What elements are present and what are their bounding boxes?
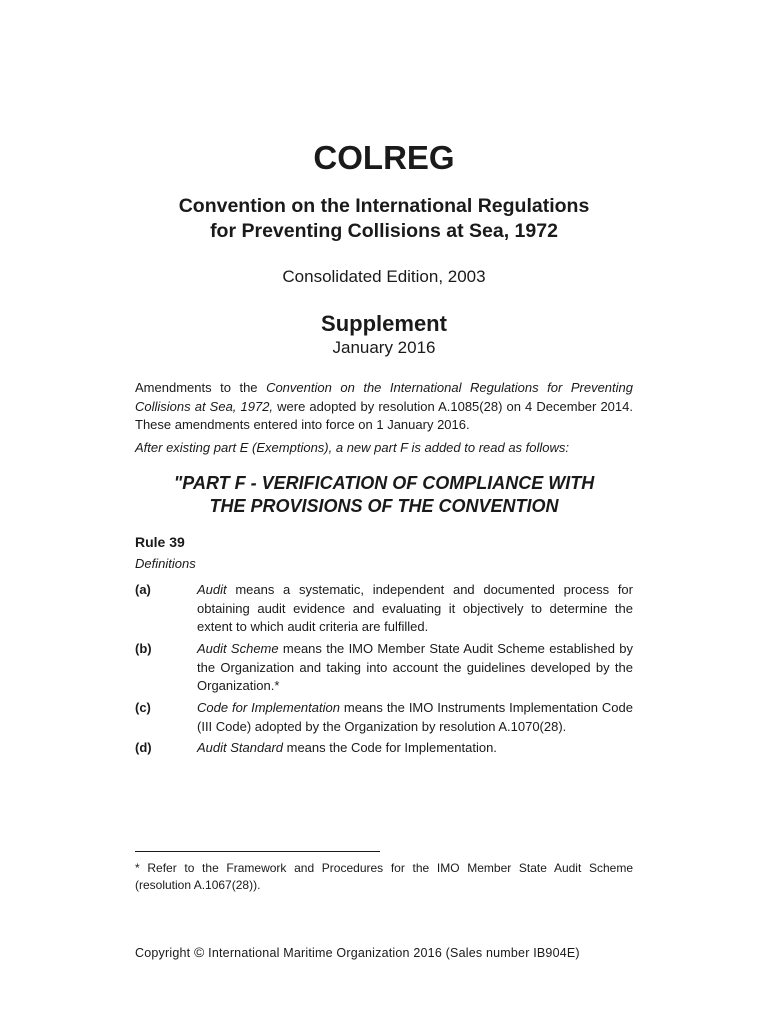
copyright-text: International Maritime Organization 2016 (Sales number IB904E)	[204, 946, 580, 960]
definition-text	[197, 640, 633, 696]
part-heading-line-1: "PART F - VERIFICATION OF COMPLIANCE WITH	[173, 473, 595, 493]
rule-subtitle: Definitions	[135, 556, 196, 571]
definition-label: (c)	[135, 700, 151, 715]
part-heading	[0, 472, 768, 518]
part-heading-line-2: THE PROVISIONS OF THE CONVENTION	[209, 496, 559, 516]
definition-term: Audit Scheme	[197, 641, 279, 656]
definition-text	[197, 739, 633, 758]
subtitle-line-1: Convention on the International Regulations	[178, 195, 590, 217]
intro-text-post: were adopted by resolution A.1085(28) on 4 December 2014. These amendments entered into force on 1 January 2016.	[135, 398, 633, 432]
definition-item	[135, 640, 633, 696]
supplement-heading: Supplement	[321, 311, 447, 336]
convention-name: Convention on the International Regulations for Preventing Collisions at Sea, 1972,	[135, 380, 633, 414]
footnote-divider	[135, 851, 380, 852]
definition-body: means the IMO Instruments Implementation Code (III Code) adopted by the Organization by resolution A.1070(28).	[197, 700, 633, 734]
document-title: COLREG	[313, 139, 455, 176]
supplement-date: January 2016	[332, 338, 436, 357]
definition-label: (b)	[135, 641, 152, 656]
definition-term: Audit	[197, 582, 227, 597]
subtitle-line-2: for Preventing Collisions at Sea, 1972	[210, 220, 558, 242]
definition-item	[135, 739, 633, 758]
definition-label: (a)	[135, 582, 151, 597]
definition-label: (d)	[135, 740, 152, 755]
definition-text	[197, 699, 633, 736]
definition-term: Code for Implementation	[197, 700, 340, 715]
rule-title: Rule 39	[135, 534, 185, 550]
definition-item	[135, 699, 633, 736]
amendment-note: After existing part E (Exemptions), a new part F is added to read as follows:	[135, 440, 570, 455]
copyright-prefix: Copyright	[135, 946, 194, 960]
copyright-symbol: ©	[193, 944, 205, 960]
intro-text-pre: Amendments to the	[135, 380, 267, 395]
definition-text	[197, 581, 633, 637]
document-subtitle	[0, 194, 768, 244]
edition-label: Consolidated Edition, 2003	[282, 267, 486, 286]
definition-body: means the Code for Implementation.	[283, 740, 497, 755]
definition-item	[135, 581, 633, 637]
definition-body: means a systematic, independent and documented process for obtaining audit evidence and evaluating it objectively to determine the extent to which audit criteria are fulfilled.	[197, 582, 633, 634]
intro-paragraph	[135, 379, 633, 435]
definition-body: means the IMO Member State Audit Scheme established by the Organization and taking into account the guidelines developed by the Organization.*	[197, 641, 633, 693]
copyright-line	[135, 943, 580, 962]
definition-term: Audit Standard	[197, 740, 284, 755]
footnote: * Refer to the Framework and Procedures for the IMO Member State Audit Scheme (resolution A.1067(28)).	[135, 861, 633, 892]
